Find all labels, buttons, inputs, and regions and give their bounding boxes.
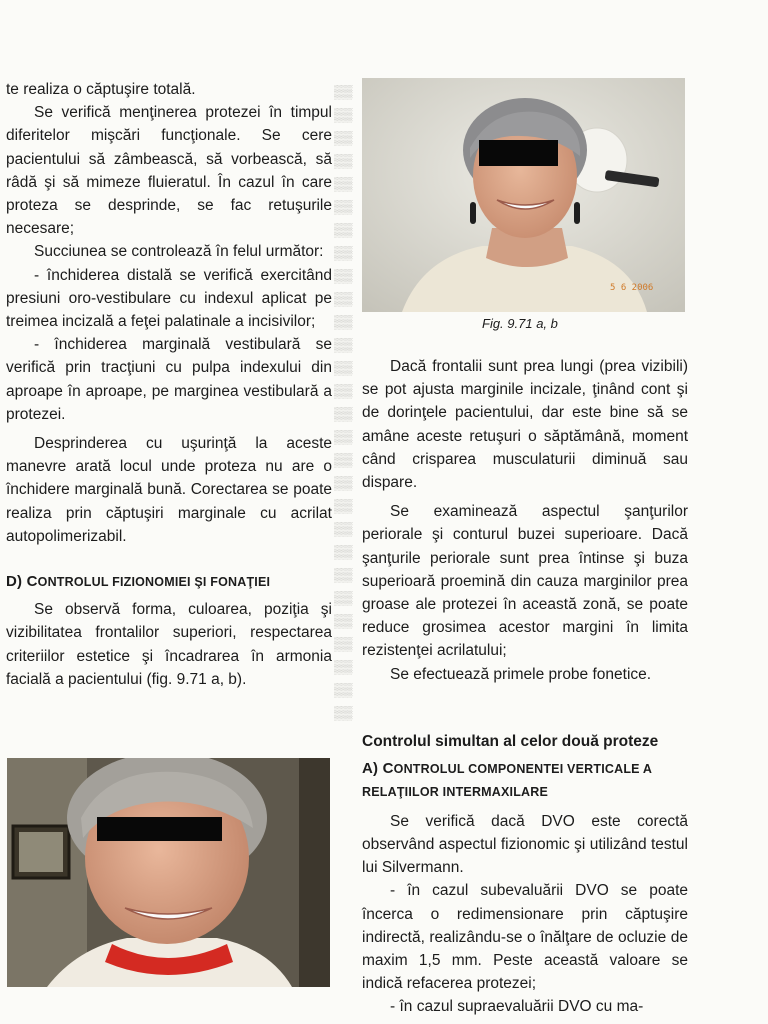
- paragraph: Se verifică menţinerea protezei în timpul diferitelor mişcări funcţionale. Se cere pacientului să zâmbească, să vorbească, să râdă şi să mimeze fluieratul. În cazul în care proteza se desprinde, se fac retuşurile necesare;: [6, 104, 332, 238]
- paragraph: - închiderea distală se verifică exercitând presiuni oro-vestibulare cu indexul aplicat pe treimea incizală a feţei palatinale a incisivilor;: [6, 266, 332, 331]
- privacy-bar: [479, 140, 558, 166]
- paragraph: Desprinderea cu uşurinţă la aceste manevre arată locul unde proteza nu are o închidere marginală bună. Corectarea se poate realiza prin căptuşiri marginale cu acrilat autopolimerizabil.: [6, 435, 332, 545]
- paragraph: Se observă forma, culoarea, poziţia şi vizibilitatea frontalilor superiori, respectarea criteriilor estetice şi încadrarea în armonia facială a pacientului (fig. 9.71 a, b).: [6, 601, 332, 688]
- paragraph: te realiza o căptuşire totală.: [6, 81, 196, 98]
- section-heading-d: [6, 570, 332, 594]
- section-heading-a: [362, 757, 688, 804]
- paragraph: Succiunea se controlează în felul următor:: [34, 243, 324, 261]
- paragraph: Se verifică dacă DVO este corectă observând aspectul fizionomic şi utilizând testul lui Silvermann.: [362, 812, 688, 877]
- patient-photo-b: [7, 758, 330, 987]
- paragraph: - închiderea marginală vestibulară se verifică prin tracţiuni cu pulpa indexului din aproape în aproape, pe marginea vestibulară a protezei.: [6, 336, 332, 423]
- bleed-through-texture: ▒▒ ▒▒ ▒▒ ▒▒ ▒▒ ▒▒ ▒▒ ▒▒ ▒▒ ▒▒ ▒▒ ▒▒ ▒▒ ▒▒ ▒▒ ▒▒ ▒▒ ▒▒ ▒▒ ▒▒ ▒▒ ▒▒ ▒▒ ▒▒ ▒▒ ▒▒ ▒▒ ▒▒: [334, 84, 353, 720]
- heading-rest: ONTROLUL COMPONENTEI VERTICALE A RELAŢIILOR INTERMAXILARE: [362, 761, 652, 799]
- privacy-bar: [97, 817, 222, 841]
- section-heading-main: Controlul simultan al celor două proteze: [362, 732, 659, 750]
- figure-caption: Fig. 9.71 a, b: [482, 316, 558, 331]
- paragraph: - în cazul subevaluării DVO se poate încerca o redimensionare prin căptuşire indirectă, realizându-se o înălţare de ocluzie de maxim 1,5 mm. Peste această valoare se indică refacerea protezei;: [362, 882, 688, 993]
- heading-prefix: A) C: [362, 759, 394, 777]
- paragraph: - în cazul supraevaluării DVO cu ma-: [390, 998, 644, 1016]
- heading-prefix: D) C: [6, 573, 38, 591]
- paragraph: Se examinează aspectul şanţurilor periorale şi conturul buzei superioare. Dacă şanţurile periorale sunt prea întinse şi buza superioară proemină din cauza marginilor prea groase ale protezei în această zonă, se poate reduce grosimea acestor margini în limita rezistenţei acrilatului;: [362, 503, 688, 660]
- paragraph: Dacă frontalii sunt prea lungi (prea vizibili) se pot ajusta marginile incizale, ţinând cont şi de dorinţele pacientului, dar este bine să se amâne aceste retuşuri o săptămână, moment când crisparea musculaturii diminuă sau dispare.: [362, 358, 688, 492]
- right-text-column: [362, 355, 688, 1019]
- photo-date-stamp: 5 6 2006: [610, 283, 654, 293]
- left-text-column: [6, 78, 332, 691]
- paragraph: Se efectuează primele probe fonetice.: [390, 665, 652, 683]
- heading-rest: ONTROLUL FIZIONOMIEI ŞI FONAŢIEI: [37, 575, 271, 590]
- patient-photo-a: [362, 78, 685, 312]
- photo-b-illustration: [7, 758, 330, 987]
- photo-a-illustration: [362, 78, 685, 312]
